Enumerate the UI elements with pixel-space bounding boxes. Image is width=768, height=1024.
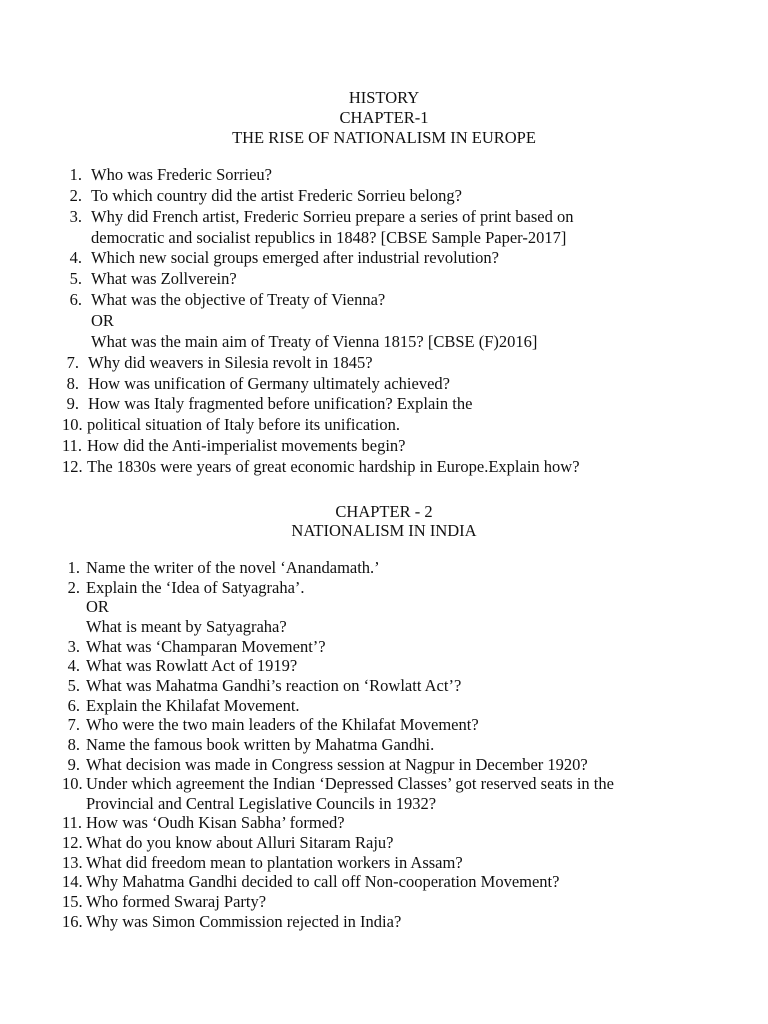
question-number: 12. [62,833,83,853]
subject-title: HISTORY [348,88,420,107]
question-text: democratic and socialist republics in 1848? [CBSE Sample Paper-2017] [91,227,567,247]
question-text: Why did French artist, Frederic Sorrieu prepare a series of print based on [91,206,574,226]
question-text: Why was Simon Commission rejected in India? [86,911,402,931]
question-number: 1. [67,558,80,577]
question-text: Under which agreement the Indian ‘Depressed Classes’ got reserved seats in the [86,774,614,794]
question-text: Why Mahatma Gandhi decided to call off Non-cooperation Movement? [86,872,560,892]
question-number: 8. [67,734,80,754]
question-text: How was Italy fragmented before unification? Explain the [88,394,473,414]
question-number: 7. [66,352,79,372]
question-text: Provincial and Central Legislative Councils in 1932? [86,793,437,813]
question-number: 9. [67,754,80,774]
question-number: 6. [69,290,82,310]
question-number: 7. [67,715,80,735]
question-number: 1. [69,165,82,184]
chapter1-heading: CHAPTER-1 [339,108,429,127]
question-number: 6. [67,695,80,715]
question-text: The 1830s were years of great economic hardship in Europe.Explain how? [87,456,580,476]
question-number: 13. [62,852,83,872]
question-text: OR [91,310,114,330]
question-text: How was unification of Germany ultimately achieved? [88,373,450,393]
question-text: Name the writer of the novel ‘Anandamath.’ [86,558,380,577]
question-text: What decision was made in Congress session at Nagpur in December 1920? [86,754,588,774]
question-text: Who were the two main leaders of the Khilafat Movement? [86,715,479,735]
question-text: Which new social groups emerged after industrial revolution? [91,248,499,268]
question-text: Why did weavers in Silesia revolt in 1845? [88,352,373,372]
question-text: How was ‘Oudh Kisan Sabha’ formed? [86,813,345,833]
question-text: Who formed Swaraj Party? [86,892,267,912]
question-number: 4. [67,656,80,676]
question-number: 3. [67,636,80,656]
question-number: 14. [62,872,83,892]
question-number: 11. [62,436,83,456]
question-text: What was Rowlatt Act of 1919? [86,656,298,676]
question-text: Explain the Khilafat Movement. [86,695,300,715]
question-number: 2. [69,185,82,205]
question-number: 4. [69,248,82,268]
question-number: 5. [67,675,80,695]
question-text: OR [86,597,109,617]
chapter2-heading: CHAPTER - 2 [335,502,433,521]
question-text: What was the objective of Treaty of Vienna? [91,290,386,310]
question-text: Explain the ‘Idea of Satyagraha’. [86,577,305,597]
question-number: 10. [62,774,83,794]
chapter1-title: THE RISE OF NATIONALISM IN EUROPE [232,128,536,147]
question-text: What do you know about Alluri Sitaram Raju? [86,833,394,853]
question-text: political situation of Italy before its unification. [87,415,400,435]
question-text: Name the famous book written by Mahatma Gandhi. [86,734,435,754]
question-text: What did freedom mean to plantation workers in Assam? [86,852,463,872]
question-number: 11. [62,813,83,833]
question-number: 2. [67,577,80,597]
question-text: To which country did the artist Frederic Sorrieu belong? [91,185,462,205]
question-number: 5. [69,269,82,289]
question-number: 9. [66,394,79,414]
question-text: What was ‘Champaran Movement’? [86,636,326,656]
question-text: What was Zollverein? [91,269,237,289]
question-text: Who was Frederic Sorrieu? [91,165,272,184]
question-text: What was the main aim of Treaty of Vienna 1815? [CBSE (F)2016] [91,331,538,351]
question-number: 12. [62,456,83,476]
question-text: How did the Anti-imperialist movements begin? [87,436,406,456]
question-number: 8. [66,373,79,393]
question-number: 15. [62,892,83,912]
question-number: 3. [69,206,82,226]
question-text: What was Mahatma Gandhi’s reaction on ‘Rowlatt Act’? [86,675,462,695]
question-number: 16. [62,911,83,931]
question-number: 10. [62,415,83,435]
question-text: What is meant by Satyagraha? [86,616,287,636]
chapter2-title: NATIONALISM IN INDIA [291,521,477,540]
